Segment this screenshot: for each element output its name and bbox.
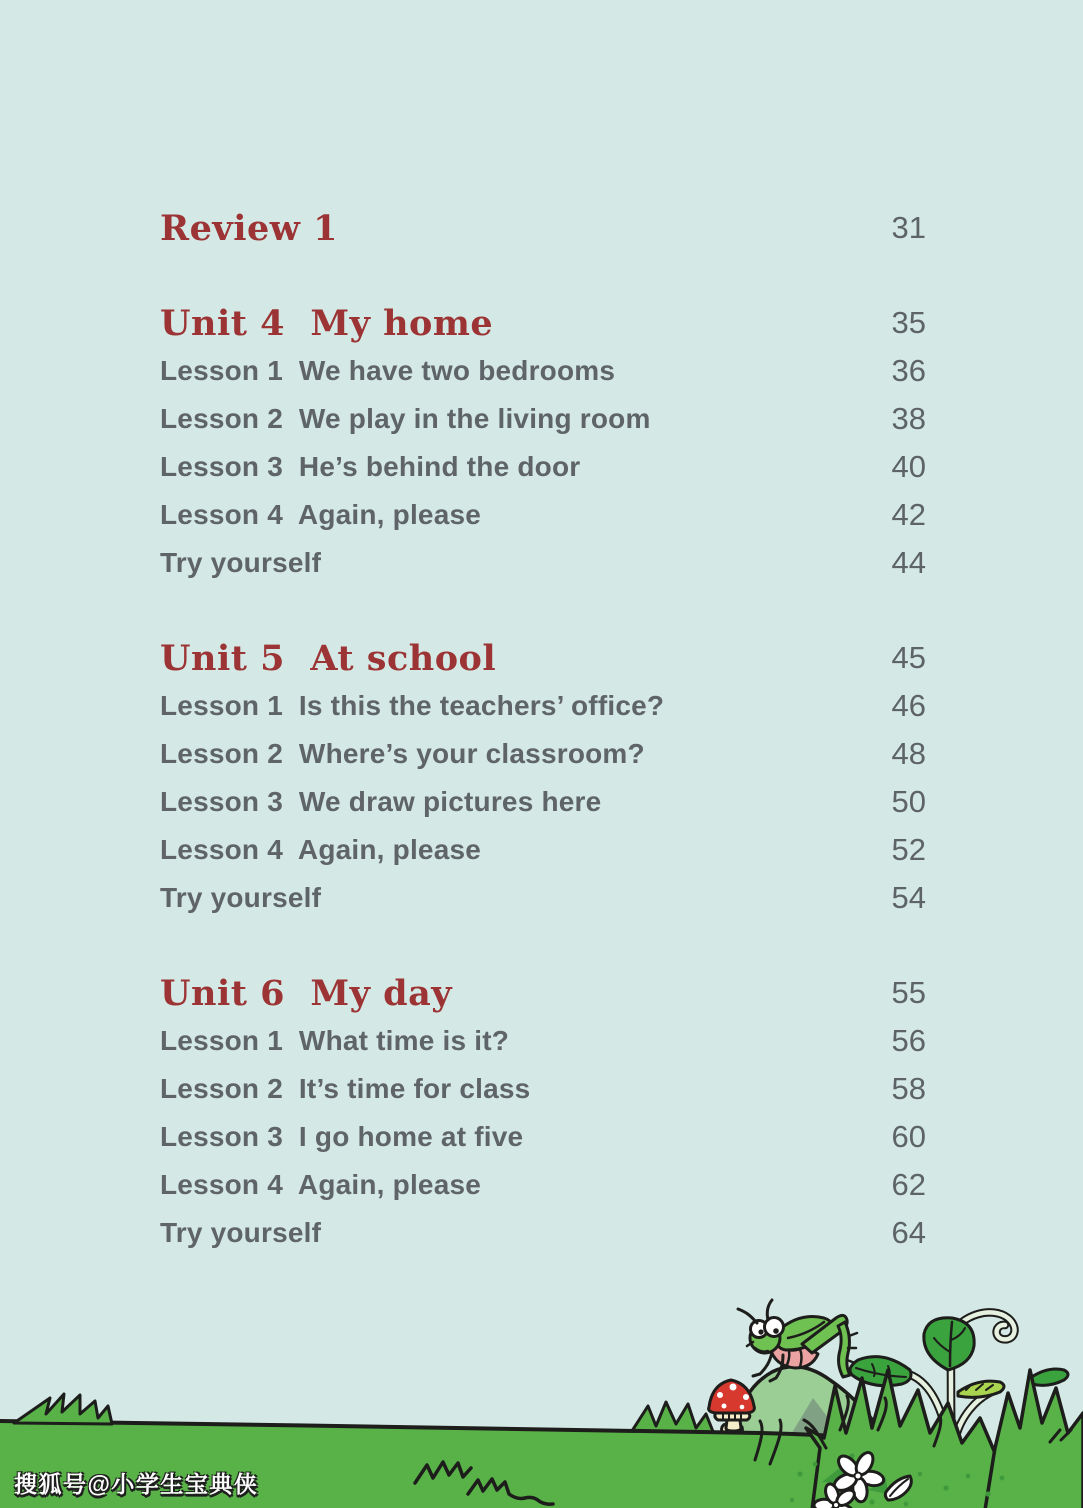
unit-heading: Review 1: [160, 207, 338, 249]
grasshopper-illustration: [738, 1300, 857, 1381]
toc-item-row: [160, 778, 926, 826]
toc-heading-row: [160, 969, 926, 1017]
lesson-title: Try yourself: [160, 547, 322, 578]
lesson-title: Lesson 3 I go home at five: [160, 1121, 524, 1152]
toc-item-row: [160, 1209, 926, 1257]
page-number: 40: [891, 449, 926, 484]
toc-section: [160, 204, 926, 252]
toc-item-row: [160, 682, 926, 730]
table-of-contents: [160, 204, 926, 1304]
lesson-title: Lesson 4 Again, please: [160, 834, 482, 865]
lesson-title: Lesson 4 Again, please: [160, 1169, 482, 1200]
lesson-title: Lesson 3 We draw pictures here: [160, 786, 602, 817]
page-number: 55: [891, 975, 926, 1010]
lesson-title: Lesson 2 It’s time for class: [160, 1073, 531, 1104]
page-number: 31: [891, 210, 926, 245]
lesson-title: Lesson 1 We have two bedrooms: [160, 355, 616, 386]
toc-heading-row: [160, 204, 926, 252]
toc-item-row: [160, 874, 926, 922]
lesson-title: Lesson 1 Is this the teachers’ office?: [160, 690, 665, 721]
lesson-title: Lesson 4 Again, please: [160, 499, 482, 530]
page-number: 62: [891, 1167, 926, 1202]
toc-item-row: [160, 1113, 926, 1161]
page-number: 58: [891, 1071, 926, 1106]
page-number: 46: [891, 688, 926, 723]
toc-item-row: [160, 491, 926, 539]
page-number: 54: [891, 880, 926, 915]
toc-heading-row: [160, 299, 926, 347]
lesson-title: Lesson 1 What time is it?: [160, 1025, 510, 1056]
page-number: 44: [891, 545, 926, 580]
unit-heading: Unit 4 My home: [160, 302, 494, 344]
unit-heading: Unit 6 My day: [160, 972, 453, 1014]
page-number: 42: [891, 497, 926, 532]
watermark: 搜狐号@小学生宝典侠: [14, 1471, 259, 1497]
page-number: 36: [891, 353, 926, 388]
lesson-title: Lesson 3 He’s behind the door: [160, 451, 581, 482]
toc-section: [160, 634, 926, 922]
lesson-title: Lesson 2 We play in the living room: [160, 403, 651, 434]
toc-section: [160, 969, 926, 1257]
toc-item-row: [160, 395, 926, 443]
toc-item-row: [160, 1161, 926, 1209]
toc-item-row: [160, 1017, 926, 1065]
page-number: 50: [891, 784, 926, 819]
page-number: 56: [891, 1023, 926, 1058]
page-number: 45: [891, 640, 926, 675]
page-number: 60: [891, 1119, 926, 1154]
toc-item-row: [160, 730, 926, 778]
grass-tuft-left: [14, 1394, 112, 1424]
page-number: 52: [891, 832, 926, 867]
toc-item-row: [160, 1065, 926, 1113]
unit-heading: Unit 5 At school: [160, 637, 497, 679]
page-number: 64: [891, 1215, 926, 1250]
lesson-title: Try yourself: [160, 1217, 322, 1248]
lesson-title: Try yourself: [160, 882, 322, 913]
page-number: 38: [891, 401, 926, 436]
toc-heading-row: [160, 634, 926, 682]
toc-section: [160, 299, 926, 587]
toc-item-row: [160, 539, 926, 587]
page-number: 48: [891, 736, 926, 771]
toc-item-row: [160, 443, 926, 491]
page-number: 35: [891, 305, 926, 340]
toc-item-row: [160, 826, 926, 874]
toc-item-row: [160, 347, 926, 395]
lesson-title: Lesson 2 Where’s your classroom?: [160, 738, 645, 769]
